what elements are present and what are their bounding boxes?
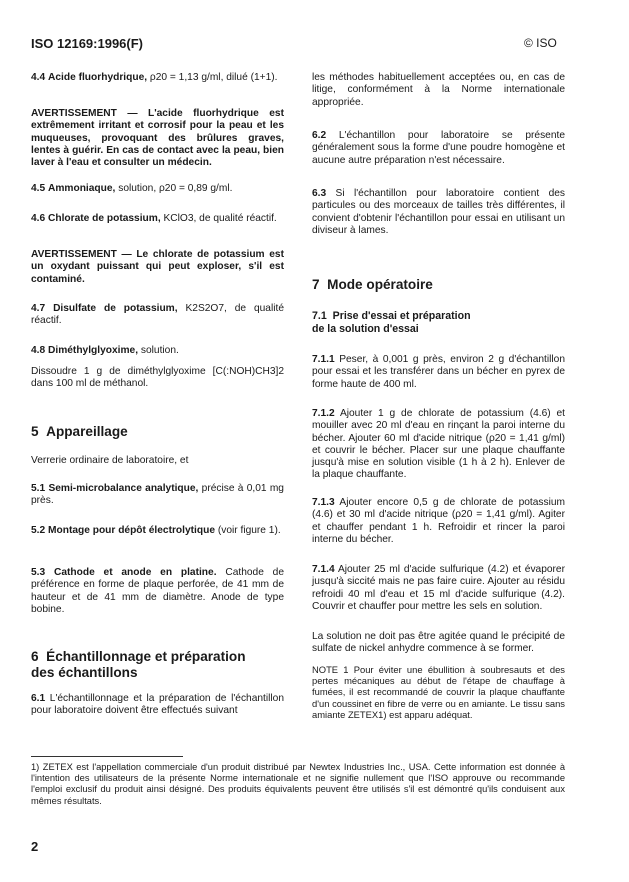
section-text: ρ20 = 1,13 g/ml, dilué (1+1). [149, 72, 278, 83]
section-number: 4.4 [31, 72, 46, 83]
section-4-8-text: Dissoudre 1 g de diméthylglyoxime [C(:NOH)CH3]2 dans 100 ml de méthanol. [31, 366, 284, 390]
heading-section-6: 6 Échantillonnage et préparation des échantillons [31, 649, 246, 680]
section-6-1-continued: les méthodes habituellement acceptées ou, en cas de litige, conformément à la Norme internationale appropriée. [312, 72, 565, 108]
section-6-1: 6.1 L'échantillonnage et la préparation de l'échantillon pour laboratoire doivent être effectués suivant [31, 693, 284, 717]
section-7-1-1: 7.1.1 Peser, à 0,001 g près, environ 2 g d'échantillon pour essai et les transférer dans un bécher en pyrex de forme haute de 400 ml. [312, 354, 565, 390]
section-5-intro: Verrerie ordinaire de laboratoire, et [31, 455, 189, 466]
section-5-2: 5.2 Montage pour dépôt électrolytique (voir figure 1). [31, 525, 281, 536]
section-4-7: 4.7 Disulfate de potassium, K2S2O7, de qualité réactif. [31, 303, 284, 327]
section-4-6: 4.6 Chlorate de potassium, KClO3, de qualité réactif. [31, 213, 277, 224]
heading-section-7-1: 7.1 Prise d'essai et préparation de la solution d'essai [312, 310, 471, 335]
section-5-1: 5.1 Semi-microbalance analytique, précise à 0,01 mg près. [31, 483, 284, 507]
heading-section-7: 7 Mode opératoire [312, 277, 433, 292]
section-6-3: 6.3 Si l'échantillon pour laboratoire contient des particules ou des morceaux de tailles très différentes, il convient d'obtenir l'échantillon pour essai en utilisant un diviseur à lames. [312, 188, 565, 236]
section-7-1-2: 7.1.2 Ajouter 1 g de chlorate de potassium (4.6) et mouiller avec 20 ml d'eau en rinçant la paroi interne du bécher. Ajouter 60 ml d'acide nitrique (ρ20 = 1,41 g/ml) et couvrir le bécher. Placer sur une plaque chauffante jusqu'à mise en solution visible (1 h à 2 h). Enlever de la plaque chauffante. [312, 408, 565, 481]
section-4-4 [31, 72, 284, 84]
warning-hydrofluoric-acid: AVERTISSEMENT — L'acide fluorhydrique est extrêmement irritant et corrosif pour la peau et les muqueuses, provoquant des brûlures graves, lentes à guérir. En cas de contact avec la peau, bien laver à l'eau et consulter un médecin. [31, 108, 284, 169]
standard-reference: ISO 12169:1996(F) [31, 36, 144, 51]
warning-potassium-chlorate: AVERTISSEMENT — Le chlorate de potassium est un oxydant puissant qui peut exploser, s'il est contaminé. [31, 249, 284, 285]
section-7-1-4: 7.1.4 Ajouter 25 ml d'acide sulfurique (4.2) et évaporer jusqu'à siccité mais ne pas faire cuire. Ajouter au résidu refroidi 40 ml d'eau et 15 ml d'acide sulfurique (4.2). Couvrir et chauffer pour mettre les sels en solution. [312, 564, 565, 612]
page-number: 2 [31, 839, 39, 854]
section-7-1-4-continued: La solution ne doit pas être agitée quand le précipité de sulfate de nickel anhydre commence à se former. [312, 631, 565, 655]
section-7-1-3: 7.1.3 Ajouter encore 0,5 g de chlorate de potassium (4.6) et 30 ml d'acide nitrique (ρ20 = 1,41 g/ml). Agiter et chauffer pendant 1 h. Refroidir et rincer la paroi interne du bécher. [312, 497, 565, 545]
section-title: Acide fluorhydrique, [48, 72, 148, 83]
footnote-separator [31, 756, 183, 757]
heading-section-5: 5 Appareillage [31, 424, 128, 439]
footnote: 1) ZETEX est l'appellation commerciale d'un produit distribué par Newtex Industries Inc., USA. Cette information est donnée à l'intention des utilisateurs de la présente Norme internationale et ne signifie nullement que l'ISO approuve ou recommande l'emploi exclusif du produit ainsi désigné. Des produits équivalents peuvent être utilisés s'il est démontré qu'ils conduisent aux mêmes résultats. [31, 762, 565, 806]
note-1: NOTE 1 Pour éviter une ébullition à soubresauts et des pertes mécaniques au début de l'étape de chauffage à fumées, il est recommandé de couvrir la plaque chauffante d'un coussinet en fibre de verre ou en amiante. Le tissu sans amiante ZETEX1) est apparu adéquat. [312, 664, 565, 720]
section-4-5: 4.5 Ammoniaque, solution, ρ20 = 0,89 g/ml. [31, 183, 233, 194]
section-4-8: 4.8 Diméthylglyoxime, solution. [31, 345, 179, 356]
copyright-mark: © ISO [524, 36, 557, 50]
section-6-2: 6.2 L'échantillon pour laboratoire se présente généralement sous la forme d'une poudre homogène et aucune autre préparation n'est nécessaire. [312, 130, 565, 166]
section-5-3: 5.3 Cathode et anode en platine. Cathode de préférence en forme de plaque perforée, de 41 mm de hauteur et de 41 mm de diamètre. Anode de type bobine. [31, 567, 284, 615]
